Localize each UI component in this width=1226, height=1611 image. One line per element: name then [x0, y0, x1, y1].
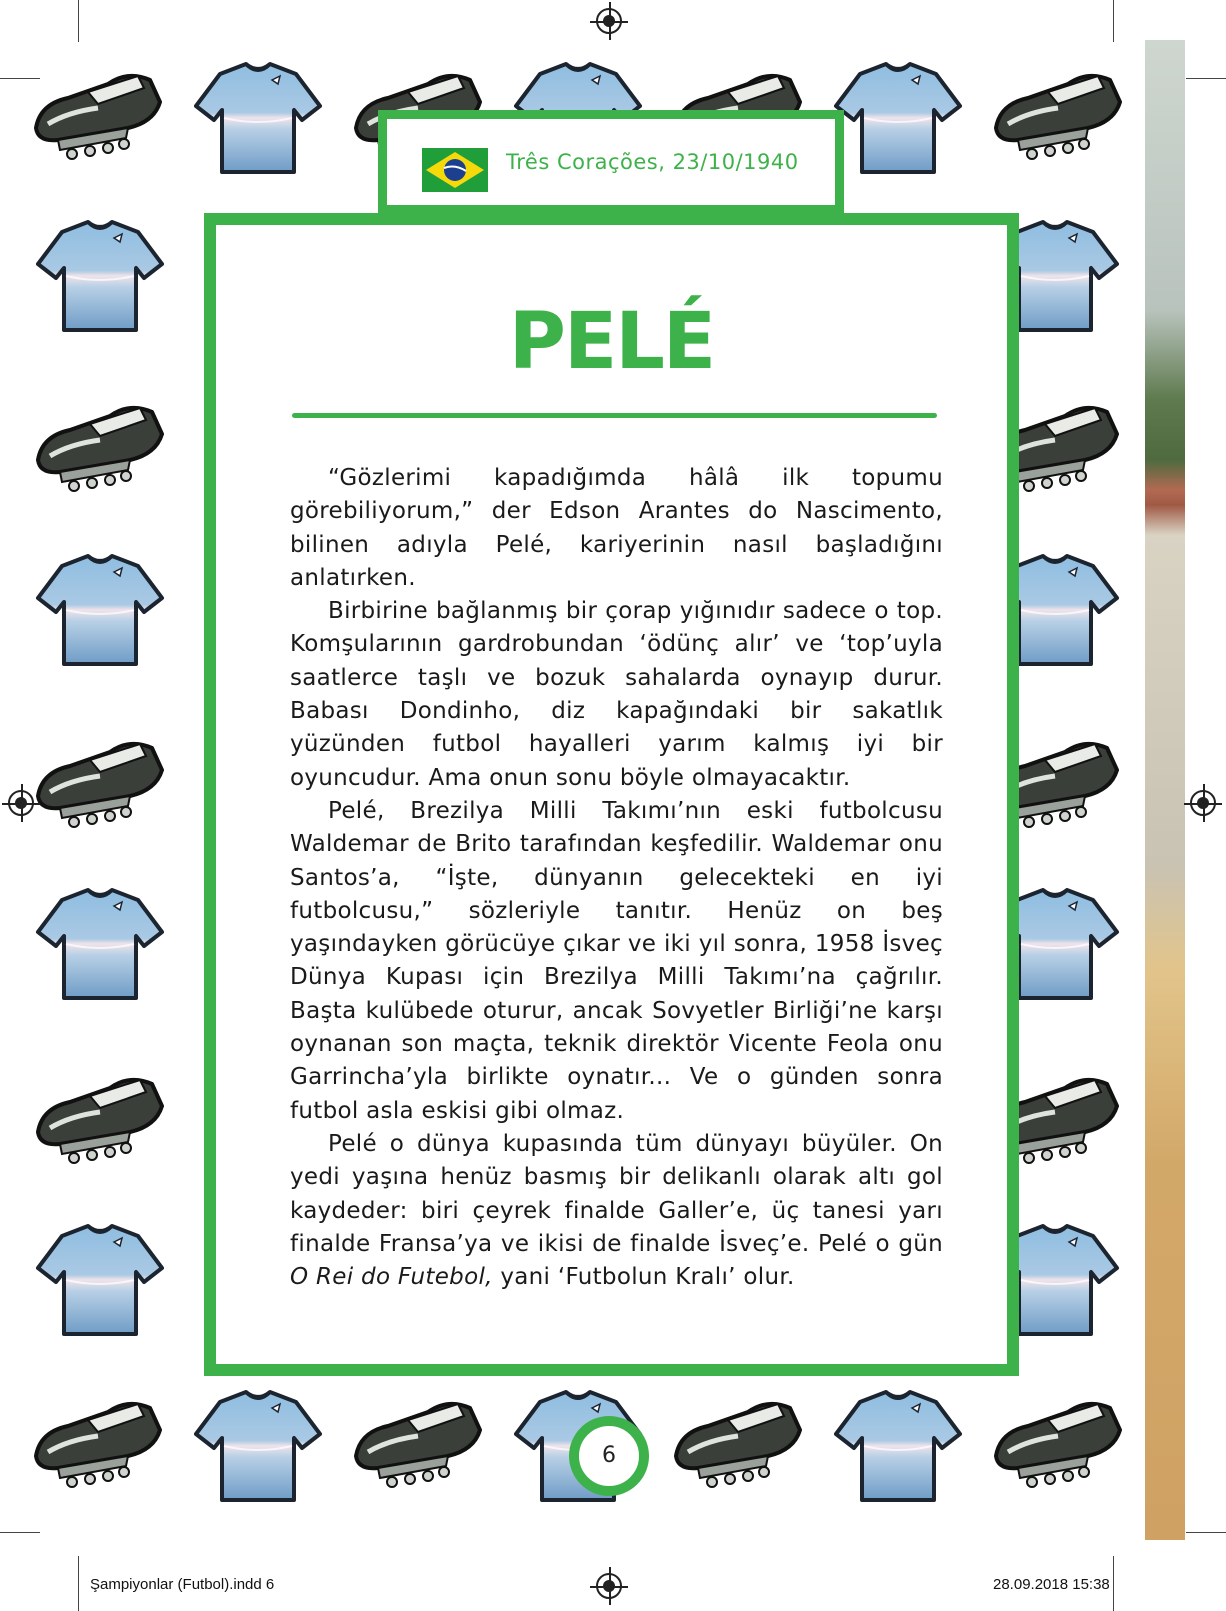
crop-mark [1113, 1556, 1114, 1611]
crop-mark [1186, 1532, 1226, 1533]
paragraph: Birbirine bağlanmış bir çorap yığınıdır sadece o top. Komşularının gardrobundan ‘ödünç alır’ ve ‘top’uyla saatlerce taşlı ve bozuk sahalarda oynayıp durur. Babası Dondinho, diz kapağındaki bir sakatlık yüzünden futbol hayalleri yarım kalmış iyi bir oyuncudur. Ama onun sonu böyle olmayacaktır. [290, 598, 943, 791]
crop-mark [0, 1532, 40, 1533]
registration-mark-icon [596, 1573, 622, 1599]
crop-mark [1113, 0, 1114, 42]
text-span: yani ‘Futbolun Kralı’ olur. [492, 1264, 795, 1291]
print-timestamp: 28.09.2018 15:38 [993, 1576, 1110, 1593]
biography-panel [204, 213, 1019, 1376]
crop-mark [78, 0, 79, 42]
title-divider [292, 413, 937, 418]
registration-mark-icon [1190, 790, 1216, 816]
text-span: Pelé o dünya kupasında tüm dünyayı büyüler. On yedi yaşına henüz basmış bir delikanlı olarak altı gol kaydeder: biri çeyrek finalde Galler’e, üç tanesi yarı finalde Fransa’ya ve ikisi de finalde İsveç’e. Pelé o gün [290, 1130, 943, 1257]
registration-mark-icon [8, 790, 34, 816]
brazil-flag-icon [422, 148, 488, 192]
page-title: PELÉ [508, 297, 715, 387]
biography-text [290, 462, 943, 1294]
paragraph [290, 1128, 943, 1294]
crop-mark [0, 78, 40, 79]
crop-mark [1186, 78, 1226, 79]
birth-place-date: Três Corações, 23/10/1940 [506, 150, 799, 174]
page-number: 6 [569, 1416, 649, 1496]
paragraph: “Gözlerimi kapadığımda hâlâ ilk topumu görebiliyorum,” der Edson Arantes do Nascimento, bilinen adıyla Pelé, kariyerinin nasıl başladığını anlatırken. [290, 465, 943, 591]
print-file-name: Şampiyonlar (Futbol).indd 6 [90, 1576, 275, 1593]
registration-mark-icon [596, 8, 622, 34]
italic-title: O Rei do Futebol, [290, 1264, 493, 1291]
facing-page-illustration-strip [1145, 40, 1185, 1540]
crop-mark [78, 1556, 79, 1611]
paragraph: Pelé, Brezilya Milli Takımı’nın eski futbolcusu Waldemar de Brito tarafından keşfedilir. Waldemar onu Santos’a, “İşte, dünyanın gelecekteki en iyi futbolcusu,” sözleriyle tanıtır. Henüz on beş yaşındayken görücüye çıkar ve iki yıl sonra, 1958 İsveç Dünya Kupası için Brezilya Milli Takımı’na çağrılır. Başta kulübede oturur, ancak Sovyetler Birliği’ne karşı oynanan son maçta, teknik direktör Vicente Feola onu Garrincha’yla birlikte oynatır... Ve o günden sonra futbol asla eskisi gibi olmaz. [290, 797, 943, 1124]
birth-info-label [378, 110, 844, 214]
